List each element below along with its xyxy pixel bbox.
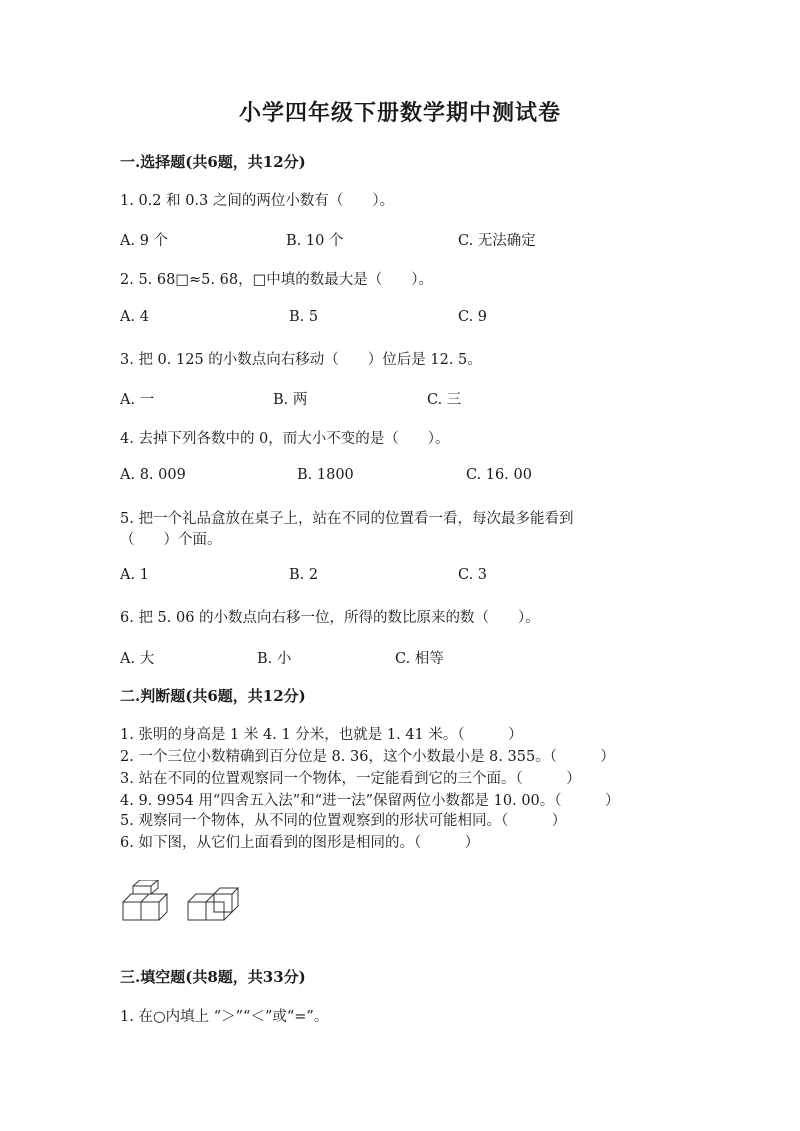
section-heading-true-false: 二.判断题(共6题，共12分) [120,687,306,705]
option-5c: C. 3 [458,567,488,583]
option-2b: B. 5 [289,309,319,325]
section-heading-fill-blank: 三.填空题(共8题，共33分) [120,968,306,986]
tf-item-4: 4. 9. 9954 用“四舍五入法”和“进一法”保留两位小数都是 10. 00。（ ） [120,793,620,809]
tf-item-2: 2. 一个三位小数精确到百分位是 8. 36，这个小数最小是 8. 355。（ ） [120,749,615,765]
question-4: 4. 去掉下列各数中的 0，而大小不变的是（ ）。 [120,431,450,447]
tf-item-3: 3. 站在不同的位置观察同一个物体，一定能看到它的三个面。（ ） [120,771,581,787]
option-6b: B. 小 [257,651,292,667]
option-1b: B. 10 个 [286,233,344,249]
option-2c: C. 9 [458,309,488,325]
question-5-cont: （ ）个面。 [120,532,222,548]
fill-question-1: 1. 在○内填上 “＞”“＜”或“=”。 [120,1009,329,1025]
option-5b: B. 2 [289,567,319,583]
option-1c: C. 无法确定 [458,233,536,249]
tf-item-5: 5. 观察同一个物体，从不同的位置观察到的形状可能相同。（ ） [120,813,567,829]
question-2: 2. 5. 68□≈5. 68，□中填的数最大是（ ）。 [120,272,434,288]
page-title: 小学四年级下册数学期中测试卷 [238,100,561,126]
option-6a: A. 大 [120,651,155,667]
question-3: 3. 把 0. 125 的小数点向右移动（ ）位后是 12. 5。 [120,352,482,368]
option-6c: C. 相等 [395,651,444,667]
question-5: 5. 把一个礼品盒放在桌子上，站在不同的位置看一看，每次最多能看到 [120,511,574,527]
option-1a: A. 9 个 [120,233,169,249]
option-5a: A. 1 [120,567,149,583]
section-heading-choice: 一.选择题(共6题，共12分) [120,153,306,171]
cube-stack-figure [120,880,250,928]
option-4b: B. 1800 [297,467,354,483]
option-4c: C. 16. 00 [466,467,532,483]
option-4a: A. 8. 009 [120,467,186,483]
question-6: 6. 把 5. 06 的小数点向右移一位，所得的数比原来的数（ ）。 [120,610,540,626]
option-3c: C. 三 [427,392,462,408]
option-3b: B. 两 [273,392,308,408]
question-1: 1. 0.2 和 0.3 之间的两位小数有（ ）。 [120,193,395,209]
tf-item-1: 1. 张明的身高是 1 米 4. 1 分米，也就是 1. 41 米。（ ） [120,727,523,743]
option-2a: A. 4 [120,309,149,325]
tf-item-6: 6. 如下图，从它们上面看到的图形是相同的。（ ） [120,835,480,851]
option-3a: A. 一 [120,392,155,408]
